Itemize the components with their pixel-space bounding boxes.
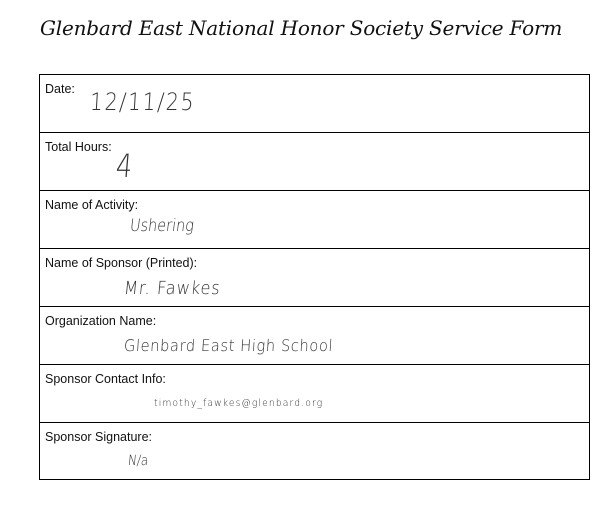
form-title: Glenbard East National Honor Society Service Form bbox=[40, 16, 563, 40]
sponsor-name-row bbox=[40, 249, 589, 307]
total-hours-row bbox=[40, 133, 589, 191]
activity-value: Ushering bbox=[128, 216, 196, 236]
organization-value: Glenbard East High School bbox=[123, 336, 334, 355]
signature-label: Sponsor Signature: bbox=[45, 430, 153, 444]
sponsor-name-value: Mr. Fawkes bbox=[123, 278, 222, 299]
contact-info-label: Sponsor Contact Info: bbox=[45, 372, 166, 386]
contact-info-row bbox=[40, 365, 589, 423]
signature-row bbox=[40, 423, 589, 479]
date-row bbox=[40, 75, 589, 133]
service-form-table bbox=[39, 74, 590, 480]
signature-value: N/a bbox=[127, 453, 149, 469]
organization-row bbox=[40, 307, 589, 365]
contact-info-value: timothy_fawkes@glenbard.org bbox=[154, 398, 324, 409]
total-hours-value: 4 bbox=[114, 147, 134, 185]
organization-label: Organization Name: bbox=[45, 314, 157, 328]
sponsor-name-label: Name of Sponsor (Printed): bbox=[45, 256, 198, 270]
activity-label: Name of Activity: bbox=[45, 198, 139, 212]
activity-row bbox=[40, 191, 589, 249]
total-hours-label: Total Hours: bbox=[45, 140, 112, 154]
date-value: 12/11/25 bbox=[89, 88, 197, 116]
date-label: Date: bbox=[45, 82, 75, 96]
